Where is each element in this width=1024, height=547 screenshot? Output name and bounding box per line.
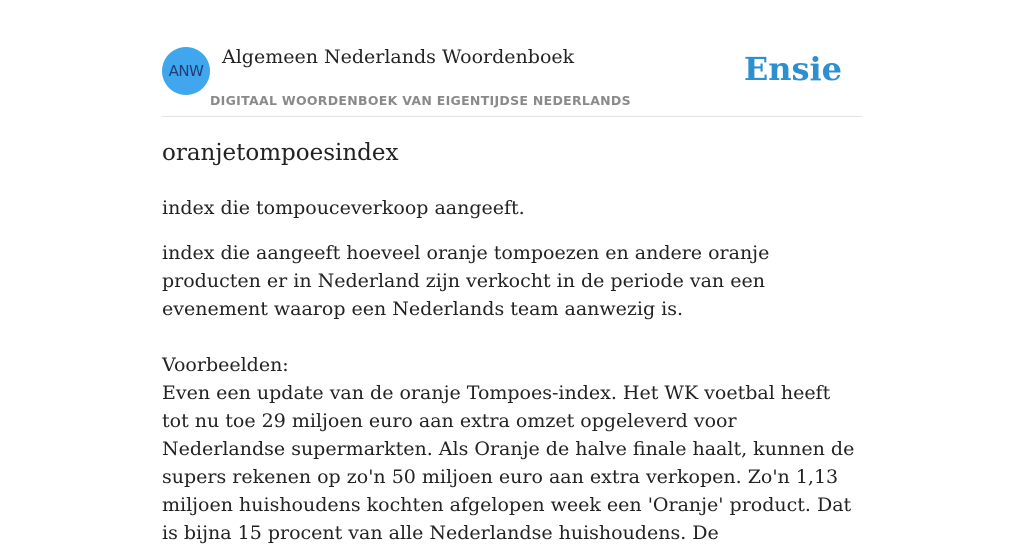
site-header <box>162 0 862 117</box>
anw-logo[interactable] <box>162 47 210 95</box>
ensie-brand-logo[interactable]: Ensie <box>743 50 842 88</box>
examples-label: Voorbeelden: <box>162 354 289 376</box>
entry-title: oranjetompoesindex <box>162 140 399 166</box>
logo-text: ANW <box>168 62 204 80</box>
dictionary-title[interactable]: Algemeen Nederlands Woordenboek <box>222 46 575 68</box>
page-container <box>162 0 862 544</box>
long-definition: index die aangeeft hoeveel oranje tompoezen en andere oranje producten er in Nederland zijn verkocht in de periode van een evenement waarop een Nederlands team aanwezig is. <box>162 242 770 320</box>
dictionary-subtitle: DIGITAAL WOORDENBOEK VAN EIGENTIJDSE NEDERLANDS <box>210 93 631 108</box>
example-text: Even een update van de oranje Tompoes-index. Het WK voetbal heeft tot nu toe 29 miljoen euro aan extra omzet opgeleverd voor Nederlandse supermarkten. Als Oranje de halve finale haalt, kunnen de supers rekenen op zo'n 50 miljoen euro aan extra verkopen. Zo'n 1,13 miljoen huishoudens kochten afgelopen week een 'Oranje' product. Dat is bijna 15 procent van alle Nederlandse huishoudens. De <box>162 382 855 544</box>
short-definition: index die tompouceverkoop aangeeft. <box>162 197 525 219</box>
